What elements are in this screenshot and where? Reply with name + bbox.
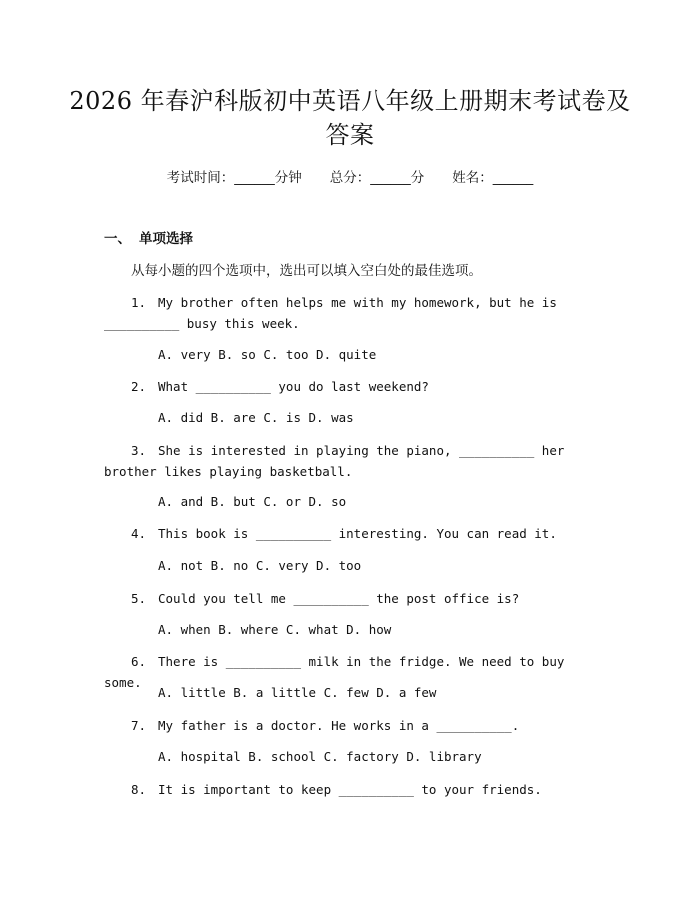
- question-7: [104, 715, 600, 736]
- time-field: 考试时间：______分钟: [166, 170, 302, 186]
- page-title: 2026 年春沪科版初中英语八年级上册期末考试卷及答案: [69, 87, 631, 149]
- question-number: 5.: [131, 591, 147, 606]
- question-3-options: A. and B. but C. or D. so: [158, 494, 347, 509]
- question-number: 4.: [131, 526, 147, 541]
- question-text: What __________ you do last weekend?: [158, 379, 429, 394]
- question-number: 2.: [131, 379, 147, 394]
- exam-meta: [0, 168, 700, 188]
- question-text: There is __________ milk in the fridge. We need to buy some.: [104, 654, 565, 690]
- question-number: 8.: [131, 782, 147, 797]
- question-2-options: A. did B. are C. is D. was: [158, 410, 354, 425]
- section-heading: [104, 229, 193, 249]
- question-1: [104, 292, 600, 334]
- question-1-options: A. very B. so C. too D. quite: [158, 347, 377, 362]
- question-number: 3.: [131, 443, 147, 458]
- question-text: This book is __________ interesting. You can read it.: [158, 526, 557, 541]
- question-5: [104, 588, 600, 609]
- question-3: [104, 440, 600, 482]
- question-8: [104, 779, 600, 800]
- question-4: [104, 523, 600, 544]
- section-number: 一、: [104, 231, 131, 247]
- section-instruction: 从每小题的四个选项中，选出可以填入空白处的最佳选项。: [131, 263, 482, 279]
- question-5-options: A. when B. where C. what D. how: [158, 622, 392, 637]
- question-text: She is interested in playing the piano, __________ her brother likes playing basketball.: [104, 443, 565, 479]
- question-number: 1.: [131, 295, 147, 310]
- question-6-options: A. little B. a little C. few D. a few: [158, 685, 437, 700]
- question-2: [104, 376, 600, 397]
- question-7-options: A. hospital B. school C. factory D. library: [158, 749, 482, 764]
- question-text: It is important to keep __________ to your friends.: [158, 782, 542, 797]
- section-title: 单项选择: [139, 231, 193, 247]
- name-field: 姓名：______: [452, 170, 534, 186]
- question-text: Could you tell me __________ the post office is?: [158, 591, 520, 606]
- question-text: My father is a doctor. He works in a __________.: [158, 718, 520, 733]
- question-number: 7.: [131, 718, 147, 733]
- score-field: 总分：______分: [329, 170, 425, 186]
- question-number: 6.: [131, 654, 147, 669]
- question-text: My brother often helps me with my homework, but he is __________ busy this week.: [104, 295, 557, 331]
- question-4-options: A. not B. no C. very D. too: [158, 558, 362, 573]
